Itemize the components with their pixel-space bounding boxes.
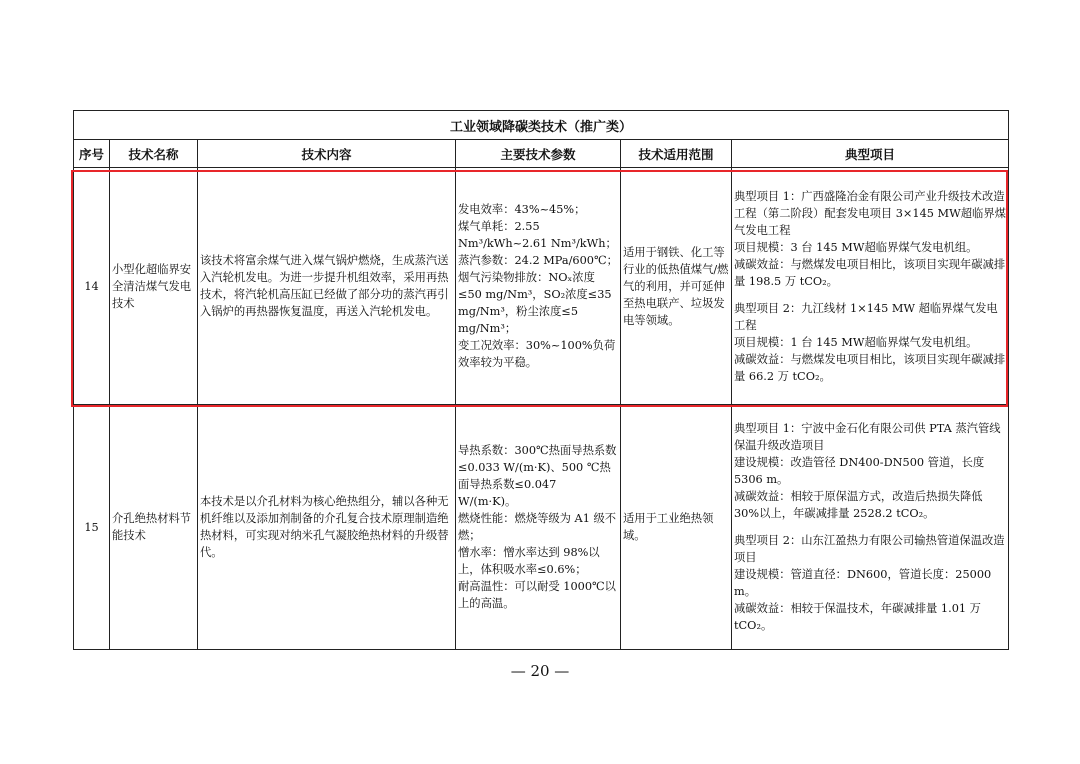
- tech-content: 该技术将富余煤气进入煤气锅炉燃烧，生成蒸汽送入汽轮机发电。为进一步提升机组效率，采用再热技术，将汽轮机高压缸已经做了部分功的蒸汽再引入锅炉的再热器恢复温度，再送入汽轮机发电。: [198, 168, 456, 405]
- param-line: 蒸汽参数：24.2 MPa/600℃；: [458, 254, 618, 267]
- table-title-row: [74, 111, 1009, 140]
- header-content: 技术内容: [198, 140, 456, 168]
- typical-projects: [732, 405, 1009, 650]
- param-line: 发电效率：43%~45%；: [458, 203, 586, 216]
- tech-name: 介孔绝热材料节能技术: [110, 405, 198, 650]
- table-title: 工业领域降碳类技术（推广类）: [74, 111, 1009, 140]
- page-number: — 20 —: [510, 662, 570, 680]
- project-scale: 项目规模：1 台 145 MW超临界煤气发电机组。: [734, 335, 978, 349]
- project-benefit: 减碳效益：相较于原保温方式，改造后热损失降低 30%以上，年碳减排量 2528.2 tCO₂。: [734, 490, 983, 520]
- param-line: 烟气污染物排放：NOₓ浓度≤50 mg/Nm³，SO₂浓度≤35 mg/Nm³，粉尘浓度≤5 mg/Nm³；: [458, 271, 612, 335]
- technology-table: [73, 110, 1009, 650]
- param-line: 憎水率：憎水率达到 98%以上，体积吸水率≤0.6%；: [458, 546, 600, 576]
- project-scale: 建设规模：改造管径 DN400-DN500 管道，长度 5306 m。: [734, 456, 985, 486]
- project-title: 典型项目 1：广西盛隆冶金有限公司产业升级技术改造工程（第二阶段）配套发电项目 3×145 MW超临界煤气发电工程: [734, 189, 1006, 237]
- header-name: 技术名称: [110, 140, 198, 168]
- tech-scope: 适用于工业绝热领域。: [621, 405, 732, 650]
- header-no: 序号: [74, 140, 110, 168]
- tech-params: [456, 405, 621, 650]
- row-no: 15: [74, 405, 110, 650]
- header-projects: 典型项目: [732, 140, 1009, 168]
- project-title: 典型项目 1：宁波中金石化有限公司供 PTA 蒸汽管线保温升级改造项目: [734, 422, 1001, 452]
- typical-projects: [732, 168, 1009, 405]
- table-header-row: [74, 140, 1009, 168]
- project-title: 典型项目 2：山东江盈热力有限公司输热管道保温改造项目: [734, 534, 1005, 564]
- param-line: 燃烧性能：燃烧等级为 A1 级不燃；: [458, 512, 617, 542]
- param-line: 变工况效率：30%~100%负荷效率较为平稳。: [458, 339, 616, 369]
- project-benefit: 减碳效益：相较于保温技术，年碳减排量 1.01 万 tCO₂。: [734, 602, 981, 632]
- table-row: [74, 168, 1009, 405]
- header-scope: 技术适用范围: [621, 140, 732, 168]
- table-row: [74, 405, 1009, 650]
- project-benefit: 减碳效益：与燃煤发电项目相比，该项目实现年碳减排量 198.5 万 tCO₂。: [734, 257, 1006, 288]
- project-scale: 项目规模：3 台 145 MW超临界煤气发电机组。: [734, 240, 978, 254]
- row-no: 14: [74, 168, 110, 405]
- param-line: 导热系数：300℃热面导热系数≤0.033 W/(m·K)、500 ℃热面导热系数≤0.047 W/(m·K)。: [458, 444, 617, 508]
- tech-content: 本技术是以介孔材料为核心绝热组分，辅以各种无机纤维以及添加剂制备的介孔复合技术原理制造绝热材料，可实现对纳米孔气凝胶绝热材料的升级替代。: [198, 405, 456, 650]
- project-benefit: 减碳效益：与燃煤发电项目相比，该项目实现年碳减排量 66.2 万 tCO₂。: [734, 352, 1006, 383]
- tech-name: 小型化超临界安全清洁煤气发电技术: [110, 168, 198, 405]
- tech-scope: 适用于钢铁、化工等行业的低热值煤气/燃气的利用，并可延伸至热电联产、垃圾发电等领域。: [621, 168, 732, 405]
- project-title: 典型项目 2：九江线材 1×145 MW 超临界煤气发电工程: [734, 301, 998, 332]
- project-scale: 建设规模：管道直径：DN600，管道长度：25000 m。: [734, 568, 992, 598]
- header-params: 主要技术参数: [456, 140, 621, 168]
- tech-params: [456, 168, 621, 405]
- param-line: 耐高温性：可以耐受 1000℃以上的高温。: [458, 580, 616, 610]
- param-line: 煤气单耗：2.55 Nm³/kWh~2.61 Nm³/kWh；: [458, 220, 617, 250]
